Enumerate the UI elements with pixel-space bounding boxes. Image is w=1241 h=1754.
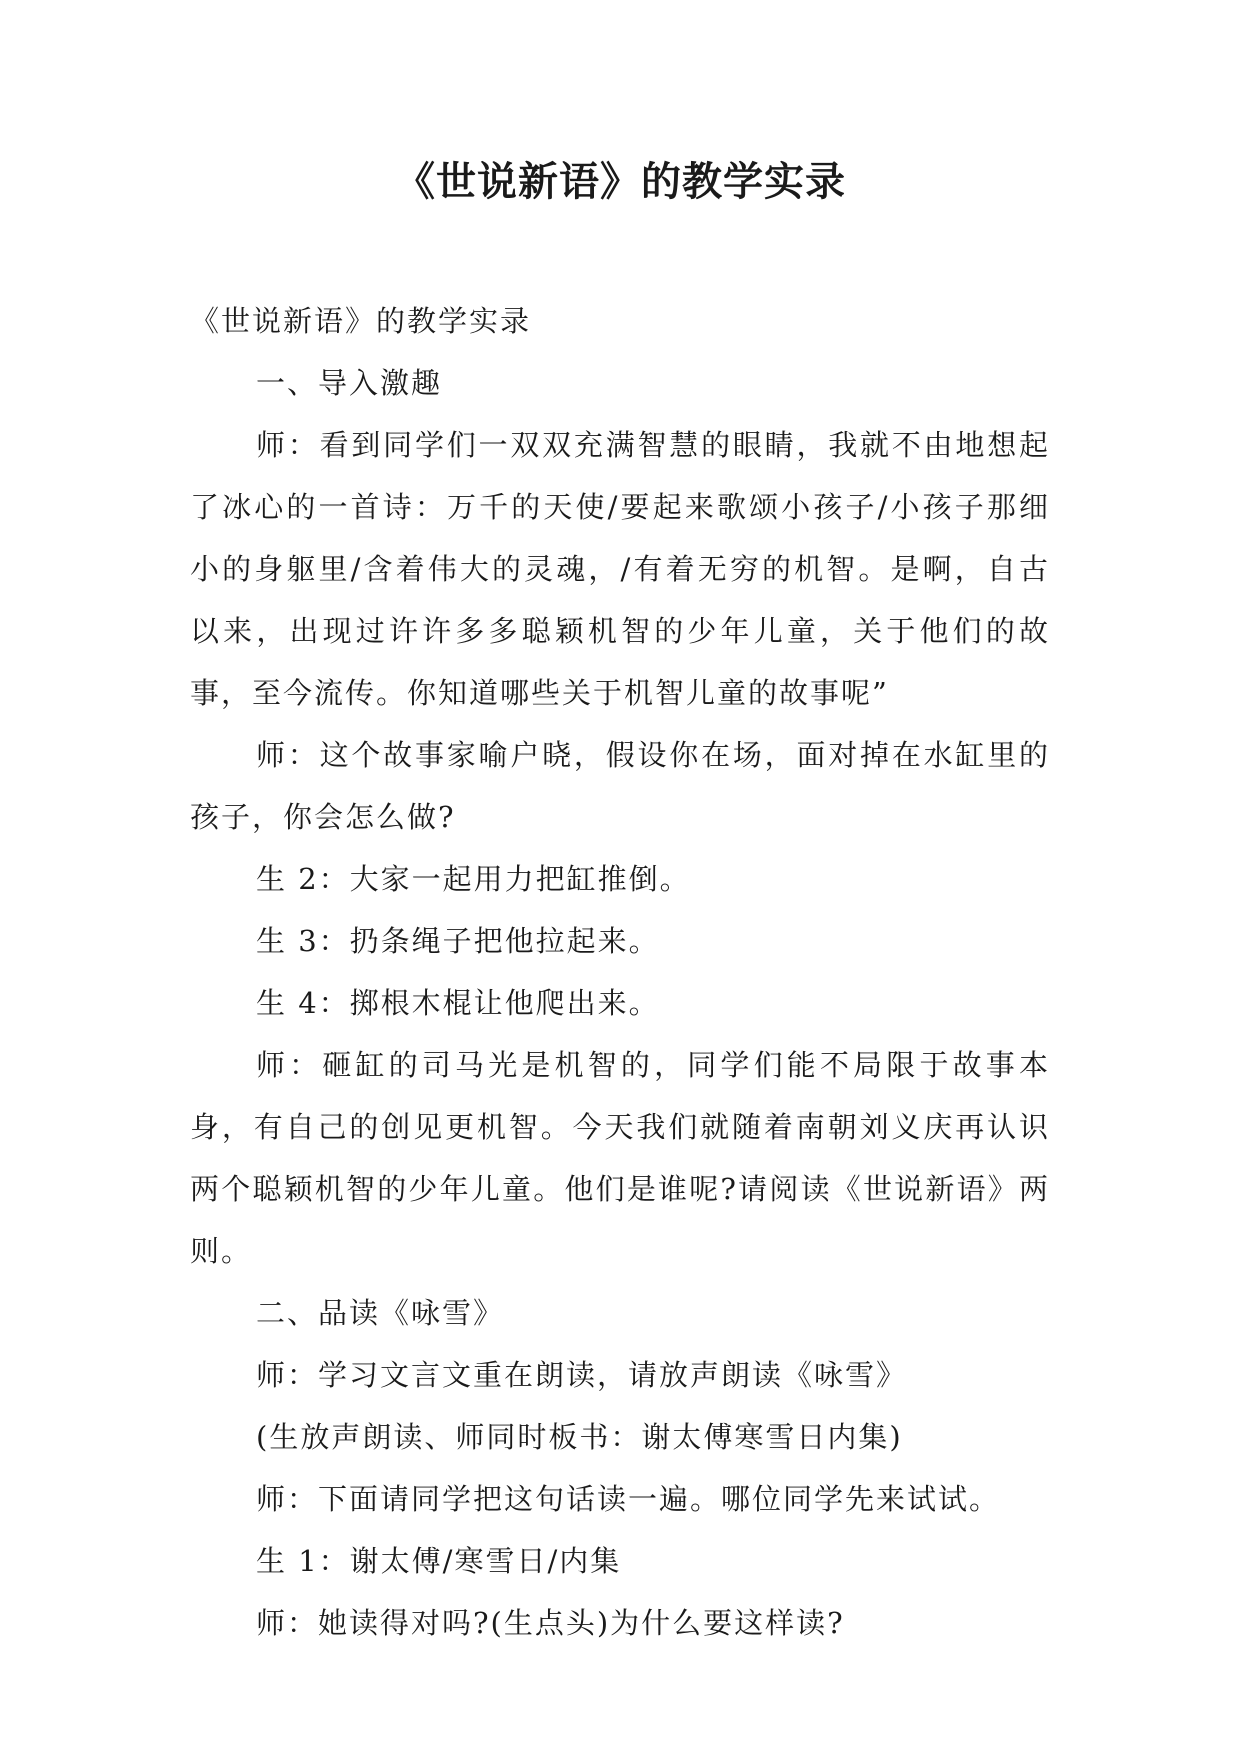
paragraph: 师：下面请同学把这句话读一遍。哪位同学先来试试。 (256, 1482, 1001, 1516)
paragraph: 师：看到同学们一双双充满智慧的眼睛，我就不由地想起了冰心的一首诗：万千的天使/要起来歌颂小孩子/小孩子那细小的身躯里/含着伟大的灵魂，/有着无穷的机智。是啊，自古以来，出现过许许多多聪颖机智的少年儿童，关于他们的故事，至今流传。你知道哪些关于机智儿童的故事呢” (190, 428, 1050, 710)
section-heading: 二、品读《咏雪》 (256, 1296, 505, 1330)
paragraph: (生放声朗读、师同时板书：谢太傅寒雪日内集) (256, 1420, 903, 1454)
document-body (190, 290, 1050, 1654)
paragraph: 生 3：扔条绳子把他拉起来。 (256, 924, 660, 958)
paragraph: 生 2：大家一起用力把缸推倒。 (256, 862, 691, 896)
section-heading: 一、导入激趣 (256, 366, 443, 400)
paragraph: 生 4：掷根木棍让他爬出来。 (256, 986, 660, 1020)
document-title: 《世说新语》的教学实录 (395, 159, 846, 205)
paragraph: 师：学习文言文重在朗读，请放声朗读《咏雪》 (256, 1358, 908, 1392)
paragraph: 生 1：谢太傅/寒雪日/内集 (256, 1544, 622, 1578)
paragraph: 师：她读得对吗?(生点头)为什么要这样读? (256, 1606, 845, 1640)
paragraph: 师：砸缸的司马光是机智的，同学们能不局限于故事本身，有自己的创见更机智。今天我们就随着南朝刘义庆再认识两个聪颖机智的少年儿童。他们是谁呢?请阅读《世说新语》两则。 (190, 1048, 1050, 1268)
paragraph-heading: 《世说新语》的教学实录 (190, 304, 532, 338)
paragraph: 师：这个故事家喻户晓，假设你在场，面对掉在水缸里的孩子，你会怎么做? (190, 738, 1050, 834)
